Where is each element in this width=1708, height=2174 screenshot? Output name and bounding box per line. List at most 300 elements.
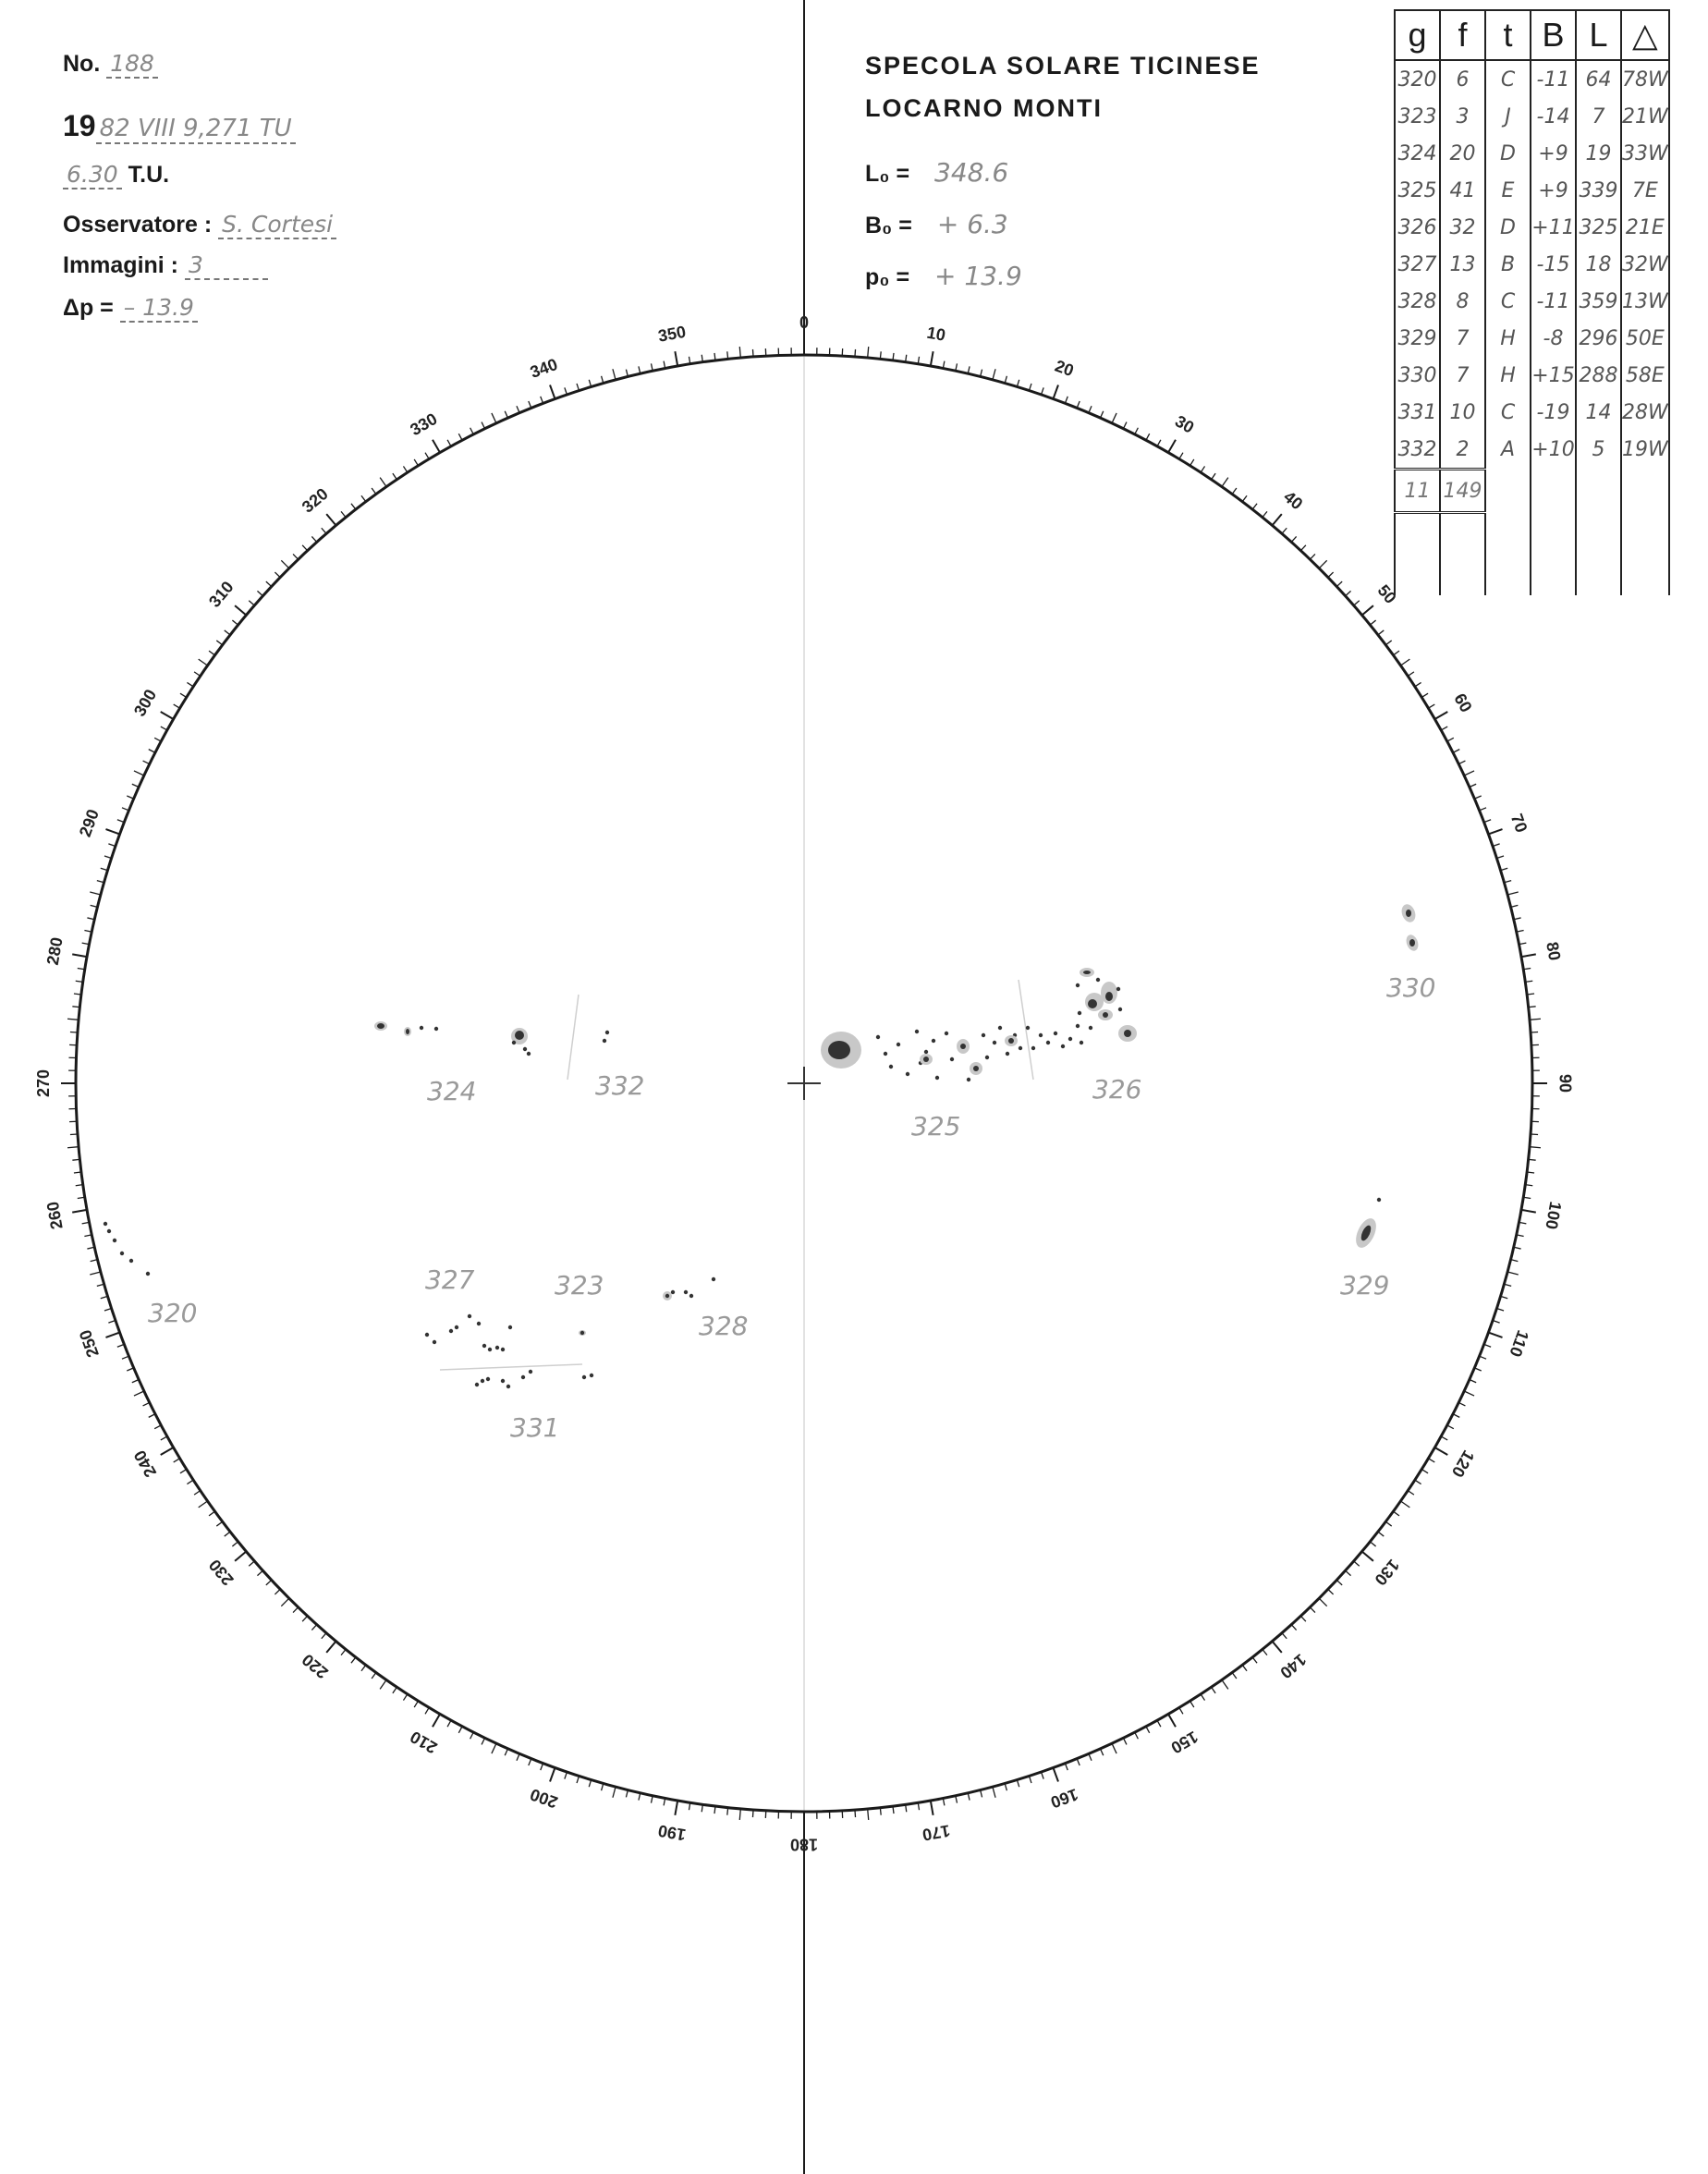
- table-cell: +9: [1531, 172, 1576, 209]
- number-label: No.: [63, 51, 101, 77]
- table-cell: 18: [1576, 246, 1621, 283]
- table-cell: [1485, 470, 1531, 513]
- group-label: 320: [148, 1298, 198, 1328]
- b0-label: B₀ =: [865, 213, 912, 238]
- degree-tick: [351, 1657, 356, 1663]
- delta-p-value: – 13.9: [120, 294, 198, 323]
- degree-tick: [752, 349, 753, 357]
- degree-tick: [492, 413, 496, 423]
- sunspot-umbra: [1061, 1044, 1065, 1048]
- degree-tick: [67, 1019, 79, 1020]
- sunspot-umbra: [1031, 1046, 1035, 1050]
- table-cell: 296: [1576, 320, 1621, 357]
- degree-tick: [447, 1720, 451, 1727]
- sunspot-umbra: [434, 1027, 438, 1031]
- table-cell: A: [1485, 431, 1531, 470]
- sunspot-umbra: [377, 1023, 384, 1029]
- table-cell: 323: [1395, 98, 1440, 135]
- degree-tick: [1222, 1679, 1228, 1689]
- degree-tick: [1077, 1759, 1080, 1765]
- table-cell: 50E: [1621, 320, 1669, 357]
- degree-tick: [1328, 1589, 1334, 1594]
- table-cell: 325: [1395, 172, 1440, 209]
- degree-tick: [1453, 1414, 1459, 1418]
- degree-tick: [470, 428, 474, 434]
- sunspot-umbra: [605, 1031, 609, 1034]
- degree-tick: [1408, 1491, 1414, 1495]
- table-cell: 28W: [1621, 394, 1669, 431]
- col-header: △: [1621, 10, 1669, 60]
- degree-tick: [351, 504, 356, 509]
- degree-tick: [127, 796, 133, 799]
- sunspot-umbra: [923, 1056, 929, 1062]
- sunspot-umbra: [1103, 1012, 1108, 1018]
- table-cell: [1531, 513, 1576, 596]
- table-row: [1395, 320, 1669, 357]
- degree-tick: [1428, 1459, 1434, 1462]
- sunspot-umbra: [1054, 1032, 1057, 1035]
- sunspot-umbra: [1116, 987, 1120, 991]
- observer-label: Osservatore :: [63, 212, 213, 238]
- degree-tick: [1101, 411, 1104, 418]
- degree-tick: [274, 1589, 280, 1594]
- sunspot-umbra: [924, 1050, 928, 1054]
- degree-tick: [393, 473, 396, 480]
- degree-tick: [1378, 1532, 1384, 1536]
- degree-label: 180: [789, 1835, 819, 1854]
- degree-label: 60: [1450, 690, 1476, 716]
- degree-tick: [727, 1808, 728, 1815]
- degree-tick: [1282, 528, 1287, 533]
- degree-tick: [1212, 473, 1215, 480]
- table-cell: [1531, 470, 1576, 513]
- degree-tick: [161, 1447, 174, 1455]
- table-cell: 320: [1395, 60, 1440, 98]
- degree-tick: [1474, 1368, 1481, 1371]
- sunspot-umbra: [1096, 978, 1100, 982]
- degree-tick: [1232, 1673, 1237, 1679]
- degree-label: 200: [527, 1785, 560, 1813]
- table-cell: 64: [1576, 60, 1621, 98]
- sunspot-umbra: [481, 1379, 484, 1383]
- sunspot-umbra: [712, 1277, 715, 1281]
- table-cell: 20: [1440, 135, 1485, 172]
- degree-tick: [199, 1501, 208, 1508]
- sunspot-umbra: [915, 1030, 919, 1033]
- degree-tick: [993, 1787, 995, 1798]
- degree-tick: [1441, 727, 1447, 730]
- sunspot-umbra: [113, 1239, 116, 1242]
- degree-tick: [72, 1159, 79, 1160]
- sunspot-umbra: [1377, 1198, 1381, 1202]
- table-cell: 58E: [1621, 357, 1669, 394]
- number-value: 188: [106, 50, 158, 79]
- degree-label: 350: [656, 322, 688, 346]
- group-label: 329: [1340, 1270, 1390, 1301]
- degree-tick: [293, 1607, 299, 1613]
- degree-tick: [393, 1687, 396, 1693]
- degree-tick: [149, 750, 155, 753]
- degree-tick: [180, 693, 187, 697]
- degree-tick: [1291, 536, 1296, 542]
- degree-tick: [505, 1749, 507, 1755]
- table-cell: 21E: [1621, 209, 1669, 246]
- degree-tick: [90, 1272, 101, 1275]
- degree-tick: [1421, 1470, 1428, 1473]
- degree-tick: [550, 1767, 555, 1781]
- degree-tick: [458, 434, 462, 440]
- table-cell: 359: [1576, 283, 1621, 320]
- degree-tick: [122, 1356, 128, 1359]
- sunspot-umbra: [420, 1026, 423, 1030]
- degree-tick: [1201, 466, 1204, 472]
- degree-tick: [180, 1470, 187, 1473]
- degree-tick: [541, 397, 543, 403]
- p0-label: p₀ =: [865, 264, 910, 290]
- sunspot-umbra: [973, 1066, 979, 1071]
- degree-tick: [1464, 771, 1474, 776]
- degree-tick: [122, 808, 128, 811]
- group-boundary: [567, 995, 579, 1080]
- sunspot-umbra: [1006, 1052, 1009, 1056]
- sunspot-umbra: [1008, 1038, 1014, 1044]
- observatory-location: LOCARNO MONTI: [865, 94, 1103, 122]
- sunspot-umbra: [1088, 999, 1097, 1008]
- degree-tick: [403, 1694, 407, 1701]
- time-value: 6.30: [63, 161, 122, 189]
- degree-tick: [232, 620, 238, 625]
- degree-tick: [414, 1701, 418, 1707]
- observer-value: S. Cortesi: [218, 211, 336, 239]
- degree-tick: [752, 1810, 753, 1817]
- degree-tick: [1319, 1598, 1326, 1606]
- degree-tick: [868, 1809, 869, 1820]
- degree-label: 220: [298, 1650, 332, 1682]
- sunspot-umbra: [468, 1314, 471, 1318]
- degree-tick: [326, 514, 336, 525]
- sunspot-umbra: [104, 1222, 107, 1226]
- degree-tick: [161, 1436, 167, 1440]
- degree-tick: [1101, 1749, 1104, 1755]
- table-cell: 3: [1440, 98, 1485, 135]
- degree-tick: [1146, 1727, 1150, 1733]
- col-header: g: [1395, 10, 1440, 60]
- degree-tick: [1300, 1616, 1305, 1621]
- degree-tick: [433, 440, 440, 453]
- degree-tick: [257, 1570, 262, 1575]
- table-cell: -11: [1531, 60, 1576, 98]
- degree-tick: [266, 581, 272, 586]
- sunspot-umbra: [1083, 971, 1091, 974]
- degree-tick: [1328, 572, 1334, 578]
- degree-tick: [1394, 651, 1399, 655]
- sunspot-umbra: [960, 1044, 966, 1049]
- degree-tick: [1464, 1391, 1474, 1396]
- degree-tick: [1370, 620, 1375, 625]
- degree-label: 310: [205, 577, 238, 611]
- degree-tick: [1089, 406, 1092, 412]
- degree-tick: [1273, 1642, 1282, 1653]
- degree-tick: [322, 1633, 326, 1639]
- sunspot-umbra: [1080, 1041, 1083, 1044]
- table-cell: 8: [1440, 283, 1485, 320]
- sunspot-umbra: [897, 1043, 900, 1046]
- degree-tick: [161, 712, 174, 719]
- sunspot-umbra: [1076, 1024, 1080, 1028]
- degree-tick: [1370, 1542, 1375, 1546]
- sunspot-umbra: [1089, 1026, 1092, 1030]
- degree-tick: [1242, 495, 1247, 501]
- table-row: [1395, 513, 1669, 596]
- degree-tick: [1415, 682, 1421, 686]
- table-cell: +10: [1531, 431, 1576, 470]
- degree-tick: [1065, 397, 1068, 403]
- degree-tick: [311, 536, 316, 542]
- degree-tick: [1336, 1580, 1342, 1584]
- table-cell: 288: [1576, 357, 1621, 394]
- degree-tick: [505, 411, 507, 418]
- degree-label: 0: [799, 312, 810, 332]
- sunspot-umbra: [1124, 1030, 1131, 1037]
- col-header: L: [1576, 10, 1621, 60]
- degree-tick: [143, 761, 150, 764]
- images-value: 3: [185, 251, 268, 280]
- degree-tick: [134, 771, 144, 776]
- degree-tick: [727, 351, 728, 359]
- degree-tick: [1354, 1561, 1360, 1566]
- degree-tick: [1222, 478, 1228, 487]
- degree-tick: [257, 591, 262, 595]
- degree-tick: [209, 651, 214, 655]
- images-label: Immagini :: [63, 252, 179, 278]
- sunspot-umbra: [935, 1076, 939, 1080]
- degree-tick: [1252, 504, 1257, 509]
- col-header: t: [1485, 10, 1531, 60]
- degree-tick: [199, 659, 208, 666]
- time-unit: T.U.: [128, 162, 170, 188]
- degree-tick: [216, 1521, 222, 1526]
- sunspot-umbra: [515, 1031, 524, 1040]
- degree-tick: [1521, 954, 1536, 957]
- group-boundary: [440, 1364, 582, 1370]
- degree-label: 210: [407, 1727, 441, 1758]
- degree-tick: [1434, 1447, 1447, 1455]
- table-cell: 19W: [1621, 431, 1669, 470]
- group-label: 332: [595, 1070, 645, 1101]
- degree-tick: [529, 1759, 531, 1765]
- degree-tick: [1168, 440, 1176, 453]
- degree-tick: [216, 641, 222, 645]
- sunspot-umbra: [129, 1259, 133, 1263]
- sunspot-umbra: [985, 1056, 989, 1059]
- year-prefix: 19: [63, 109, 96, 142]
- table-cell: 7: [1440, 357, 1485, 394]
- sunspot-umbra: [488, 1348, 492, 1351]
- degree-label: 140: [1276, 1650, 1311, 1682]
- degree-tick: [880, 1808, 881, 1815]
- table-cell: 32: [1440, 209, 1485, 246]
- sunspot-umbra: [889, 1065, 893, 1069]
- table-cell: [1621, 470, 1669, 513]
- sunspot-umbra: [523, 1047, 527, 1051]
- degree-tick: [1480, 808, 1486, 811]
- degree-tick: [1474, 796, 1481, 799]
- degree-tick: [67, 1147, 79, 1148]
- degree-tick: [225, 1532, 230, 1536]
- sunspot-umbra: [684, 1290, 688, 1294]
- sunspot-umbra: [906, 1072, 909, 1076]
- degree-tick: [1065, 1764, 1068, 1770]
- degree-tick: [1282, 1633, 1287, 1639]
- degree-tick: [194, 1491, 201, 1495]
- degree-tick: [302, 545, 307, 551]
- degree-tick: [1531, 1134, 1538, 1135]
- degree-tick: [72, 954, 87, 957]
- degree-tick: [154, 1425, 161, 1429]
- table-cell: 331: [1395, 394, 1440, 431]
- degree-tick: [1521, 1210, 1536, 1213]
- degree-tick: [281, 560, 288, 568]
- sunspot-umbra: [486, 1377, 490, 1381]
- degree-label: 290: [75, 806, 103, 839]
- table-header-row: [1395, 10, 1669, 60]
- degree-tick: [70, 1134, 78, 1135]
- degree-tick: [425, 453, 429, 459]
- degree-tick: [249, 601, 254, 605]
- degree-tick: [1441, 1436, 1447, 1440]
- sunspot-umbra: [508, 1325, 512, 1329]
- table-cell: 326: [1395, 209, 1440, 246]
- degree-tick: [1123, 1738, 1127, 1744]
- degree-tick: [341, 511, 346, 517]
- table-row: [1395, 172, 1669, 209]
- table-cell: [1621, 513, 1669, 596]
- sunspot-umbra: [950, 1057, 954, 1061]
- degree-tick: [993, 369, 995, 380]
- degree-label: 90: [1556, 1073, 1575, 1093]
- degree-tick: [1362, 1552, 1373, 1561]
- sunspot-umbra: [1046, 1041, 1050, 1044]
- degree-tick: [1242, 1665, 1247, 1670]
- degree-tick: [1385, 641, 1391, 645]
- sunspot-umbra: [501, 1348, 505, 1351]
- degree-tick: [72, 1007, 79, 1008]
- degree-tick: [492, 1743, 496, 1753]
- degree-tick: [187, 682, 193, 686]
- degree-tick: [274, 572, 280, 578]
- table-cell: 33W: [1621, 135, 1669, 172]
- degree-label: 230: [205, 1556, 238, 1590]
- degree-tick: [447, 440, 451, 446]
- degree-tick: [1146, 434, 1150, 440]
- table-row: [1395, 394, 1669, 431]
- degree-label: 50: [1373, 580, 1400, 607]
- table-body: [1395, 60, 1669, 595]
- degree-label: 110: [1506, 1327, 1532, 1360]
- table-cell: C: [1485, 283, 1531, 320]
- degree-tick: [1434, 712, 1447, 719]
- degree-tick: [1190, 1701, 1194, 1707]
- degree-tick: [1112, 1743, 1116, 1753]
- degree-tick: [134, 1391, 144, 1396]
- table-row: [1395, 246, 1669, 283]
- sunspot-umbra: [828, 1041, 850, 1059]
- degree-tick: [529, 401, 531, 408]
- degree-tick: [1421, 693, 1428, 697]
- degree-tick: [341, 1649, 346, 1655]
- degree-tick: [174, 704, 180, 708]
- sunspots: [104, 902, 1421, 1388]
- degree-tick: [403, 466, 407, 472]
- degree-tick: [613, 369, 616, 380]
- table-cell: 325: [1576, 209, 1621, 246]
- degree-tick: [361, 1665, 366, 1670]
- degree-tick: [311, 1625, 316, 1630]
- table-cell: +11: [1531, 209, 1576, 246]
- degree-tick: [105, 829, 119, 834]
- sunspot-umbra: [455, 1325, 458, 1329]
- degree-tick: [880, 351, 881, 359]
- sunspot-umbra: [582, 1375, 586, 1379]
- table-cell: D: [1485, 135, 1531, 172]
- sunspot-umbra: [1068, 1037, 1072, 1041]
- degree-tick: [675, 351, 677, 366]
- sunspot-umbra: [689, 1294, 693, 1298]
- degree-tick: [1484, 820, 1491, 823]
- sunspot-umbra: [107, 1229, 111, 1233]
- sunspot-umbra: [671, 1290, 675, 1294]
- degree-label: 240: [129, 1447, 161, 1481]
- degree-tick: [117, 820, 124, 823]
- degree-tick: [1385, 1521, 1391, 1526]
- degree-tick: [127, 1368, 133, 1371]
- table-cell: -14: [1531, 98, 1576, 135]
- sunspot-umbra: [998, 1026, 1002, 1030]
- table-cell: 5: [1576, 431, 1621, 470]
- sunspot-umbra: [482, 1344, 486, 1348]
- degree-tick: [1123, 422, 1127, 429]
- table-cell: 41: [1440, 172, 1485, 209]
- degree-tick: [1089, 1753, 1092, 1760]
- group-label: 324: [427, 1076, 477, 1106]
- degree-tick: [1378, 630, 1384, 635]
- table-cell: 327: [1395, 246, 1440, 283]
- table-cell: 10: [1440, 394, 1485, 431]
- sunspot-umbra: [590, 1374, 593, 1377]
- degree-label: 80: [1543, 940, 1565, 962]
- degree-tick: [302, 1616, 307, 1621]
- table-cell: -15: [1531, 246, 1576, 283]
- degree-tick: [326, 1642, 336, 1653]
- degree-tick: [1263, 511, 1267, 517]
- sunspot-umbra: [884, 1052, 887, 1056]
- degree-tick: [266, 1580, 272, 1584]
- degree-tick: [154, 738, 161, 741]
- sunspot-umbra: [1039, 1033, 1043, 1037]
- degree-tick: [1408, 672, 1414, 676]
- sunspot-umbra: [1078, 1011, 1081, 1015]
- degree-tick: [1480, 1356, 1486, 1359]
- degree-label: 260: [43, 1200, 67, 1231]
- group-label: 326: [1092, 1074, 1142, 1105]
- degree-label: 130: [1371, 1556, 1403, 1590]
- sunspot-umbra: [1406, 910, 1411, 917]
- degree-tick: [1346, 1570, 1351, 1575]
- degree-tick: [1190, 459, 1194, 466]
- degree-label: 190: [656, 1821, 688, 1845]
- degree-label: 330: [407, 409, 441, 440]
- total-groups: 11: [1395, 470, 1440, 513]
